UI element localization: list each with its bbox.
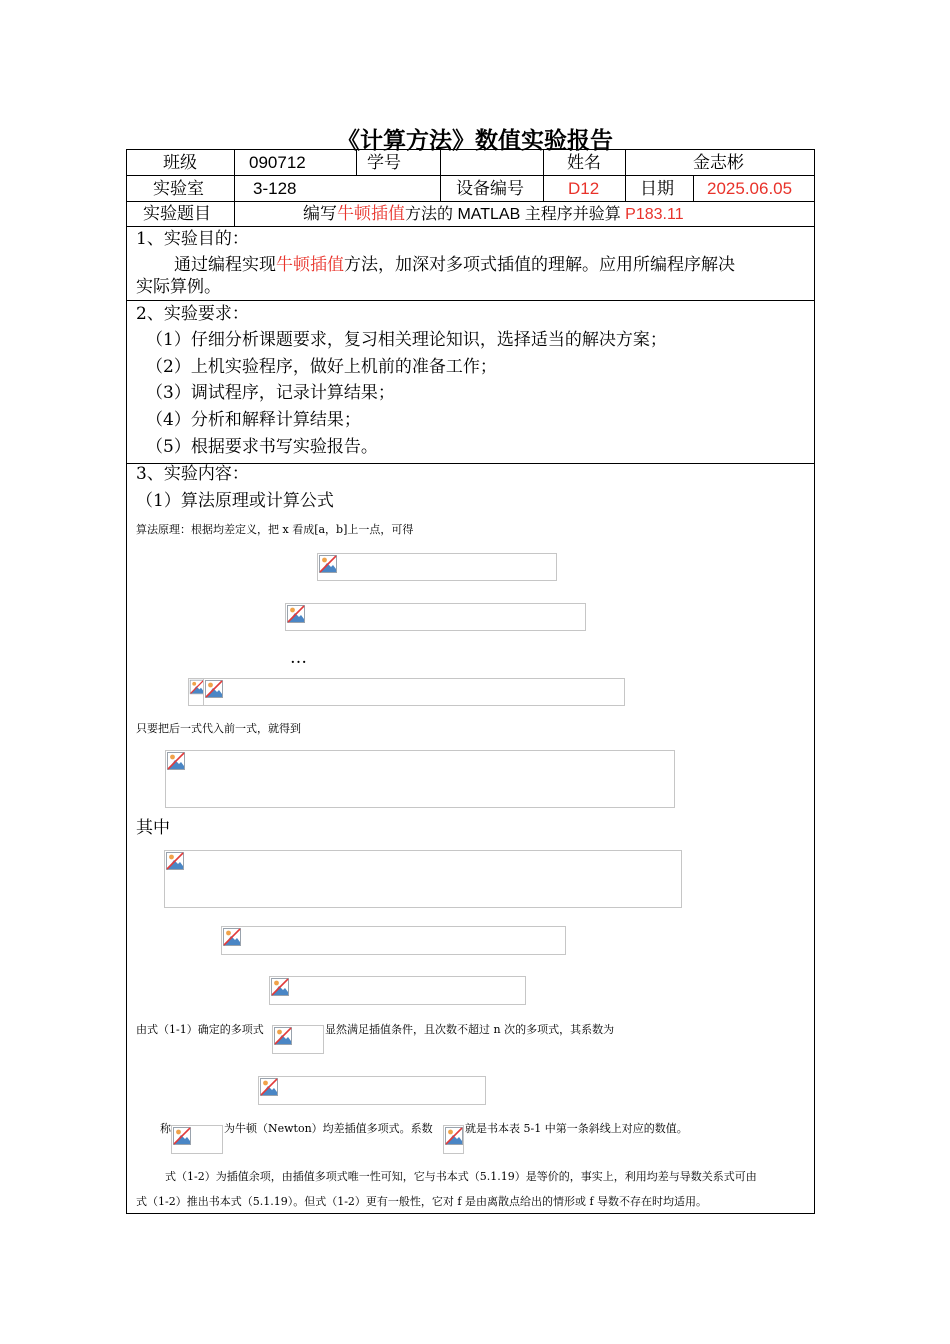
principle-text: 算法原理：根据均差定义，把 x 看成[a，b]上一点，可得 [136,523,414,536]
broken-image-icon [273,1026,293,1046]
section2-item: （2）上机实验程序，做好上机前的准备工作； [146,357,497,377]
student-id-label: 学号 [367,153,401,173]
lab-value: 3-128 [253,179,297,198]
class-value: 090712 [249,153,306,172]
date-value: 2025.06.05 [707,179,793,198]
section1-line2: 实际算例。 [136,277,221,297]
remainder-line1: 式（1-2）为插值余项，由插值多项式唯一性可知，它与书本式（5.1.19）是等价的，事实上，利用均差与导数关系式可由 [165,1170,757,1183]
substitute-text: 只要把后一式代入前一式，就得到 [136,722,301,735]
formula-image [258,1076,486,1105]
formula-image [443,1125,464,1154]
newton-text-post: 就是书本表 5-1 中第一条斜线上对应的数值。 [465,1122,688,1135]
date-label: 日期 [640,179,674,199]
name-value: 金志彬 [693,153,744,173]
formula-image [317,553,557,581]
col-divider [440,150,441,201]
col-divider [543,150,544,201]
broken-image-icon [222,927,242,947]
topic-label: 实验题目 [143,204,211,224]
section3-heading: 3、实验内容： [136,464,249,484]
col-divider [625,150,626,201]
broken-image-icon [259,1077,279,1097]
section2-item: （4）分析和解释计算结果； [146,410,361,430]
section3-subheading: （1）算法原理或计算公式 [136,491,334,511]
formula-image [269,976,526,1005]
device-value: D12 [568,179,600,198]
newton-text-pre: 称 [160,1122,171,1135]
formula-image [285,603,586,631]
formula-image [188,678,204,706]
formula-image [171,1125,223,1154]
topic-value: 编写牛顿插值方法的 MATLAB 主程序并验算 P183.11 [303,204,684,224]
broken-image-icon [166,751,186,771]
broken-image-icon [172,1126,192,1146]
broken-image-icon [318,554,338,574]
ellipsis: … [290,648,307,668]
newton-text-mid: 为牛顿（Newton）均差插值多项式。系数 [224,1122,433,1135]
col-divider [234,150,235,226]
broken-image-icon [165,851,185,871]
formula-image [221,926,566,955]
broken-image-icon [444,1126,464,1146]
poly-text-pre: 由式（1-1）确定的多项式 [136,1023,264,1036]
formula-image [164,850,682,908]
row-divider [127,175,814,176]
section2-item: （3）调试程序，记录计算结果； [146,383,395,403]
formula-image [272,1025,324,1054]
section2-heading: 2、实验要求： [136,304,249,324]
section2-item: （1）仔细分析课题要求，复习相关理论知识，选择适当的解决方案； [146,330,667,350]
report-table [126,149,815,1214]
broken-image-icon [204,679,224,699]
section2-item: （5）根据要求书写实验报告。 [146,437,378,457]
formula-image [203,678,625,706]
formula-image [165,750,675,808]
class-label: 班级 [163,153,197,173]
device-label: 设备编号 [456,179,524,199]
broken-image-icon [286,604,306,624]
broken-image-icon [270,977,290,997]
name-label: 姓名 [567,153,601,173]
report-title: 《计算方法》数值实验报告 [337,128,613,154]
lab-label: 实验室 [153,179,204,199]
section1-line1: 通过编程实现牛顿插值方法，加深对多项式插值的理解。应用所编程序解决 [174,255,735,275]
remainder-line2: 式（1-2）推出书本式（5.1.19）。但式（1-2）更有一般性，它对 f 是由离散点给出的情形或 f 导数不存在时均适用。 [136,1195,708,1208]
section1-heading: 1、实验目的： [136,229,249,249]
col-divider [693,175,694,201]
col-divider [356,150,357,175]
where-text: 其中 [136,818,170,838]
poly-text-post: 显然满足插值条件，且次数不超过 n 次的多项式，其系数为 [325,1023,615,1036]
